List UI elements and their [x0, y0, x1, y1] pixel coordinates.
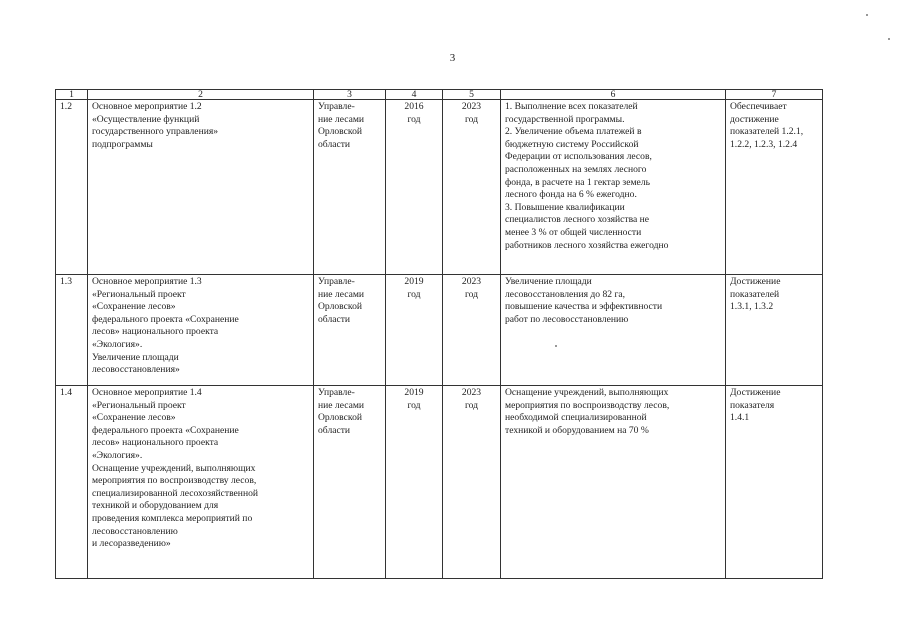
scan-speck — [866, 14, 868, 16]
expected-result: Оснащение учреждений, выполняющих мероприятия по воспроизводству лесов, необходимой специализированной техникой и оборудованием на 70 % — [501, 386, 726, 579]
indicator-link: Достижение показателей 1.3.1, 1.3.2 — [726, 275, 823, 386]
end-year: 2023 год — [443, 386, 501, 579]
header-col-5: 5 — [443, 90, 501, 100]
activity-name: Основное мероприятие 1.3 «Региональный проект «Сохранение лесов» федерального проекта «Сохранение лесов» национального проекта «Экология». Увеличение площади лесовосстановления» — [88, 275, 314, 386]
table-row — [56, 100, 823, 275]
scan-speck — [888, 38, 890, 40]
activities-table — [55, 89, 823, 579]
header-col-3: 3 — [314, 90, 386, 100]
scan-speck — [555, 345, 557, 347]
end-year: 2023 год — [443, 275, 501, 386]
executor: Управле- ние лесами Орловской области — [314, 100, 386, 275]
header-row — [56, 90, 823, 100]
row-number: 1.3 — [56, 275, 88, 386]
executor: Управле- ние лесами Орловской области — [314, 275, 386, 386]
table-row — [56, 386, 823, 579]
header-col-6: 6 — [501, 90, 726, 100]
header-col-2: 2 — [88, 90, 314, 100]
indicator-link: Обеспечивает достижение показателей 1.2.1, 1.2.2, 1.2.3, 1.2.4 — [726, 100, 823, 275]
row-number: 1.4 — [56, 386, 88, 579]
expected-result: Увеличение площади лесовосстановления до 82 га, повышение качества и эффективности работ по лесовосстановлению — [501, 275, 726, 386]
start-year: 2016 год — [386, 100, 443, 275]
header-col-7: 7 — [726, 90, 823, 100]
table-row — [56, 275, 823, 386]
executor: Управле- ние лесами Орловской области — [314, 386, 386, 579]
start-year: 2019 год — [386, 275, 443, 386]
header-col-1: 1 — [56, 90, 88, 100]
end-year: 2023 год — [443, 100, 501, 275]
activity-name: Основное мероприятие 1.4 «Региональный проект «Сохранение лесов» федерального проекта «Сохранение лесов» национального проекта «Экология». Оснащение учреждений, выполняющих мероприятия по воспроизводству лесов, специализированной лесохозяйственной техникой и оборудованием для проведения комплекса мероприятий по лесовосстановлению и лесоразведению» — [88, 386, 314, 579]
expected-result: 1. Выполнение всех показателей государственной программы. 2. Увеличение объема платежей в бюджетную систему Российской Федерации от использования лесов, расположенных на землях лесного фонда, в расчете на 1 гектар земель лесного фонда на 6 % ежегодно. 3. Повышение квалификации специалистов лесного хозяйства не менее 3 % от общей численности работников лесного хозяйства ежегодно — [501, 100, 726, 275]
start-year: 2019 год — [386, 386, 443, 579]
activity-name: Основное мероприятие 1.2 «Осуществление функций государственного управления» подпрограммы — [88, 100, 314, 275]
header-col-4: 4 — [386, 90, 443, 100]
indicator-link: Достижение показателя 1.4.1 — [726, 386, 823, 579]
page-number: 3 — [449, 52, 456, 64]
row-number: 1.2 — [56, 100, 88, 275]
